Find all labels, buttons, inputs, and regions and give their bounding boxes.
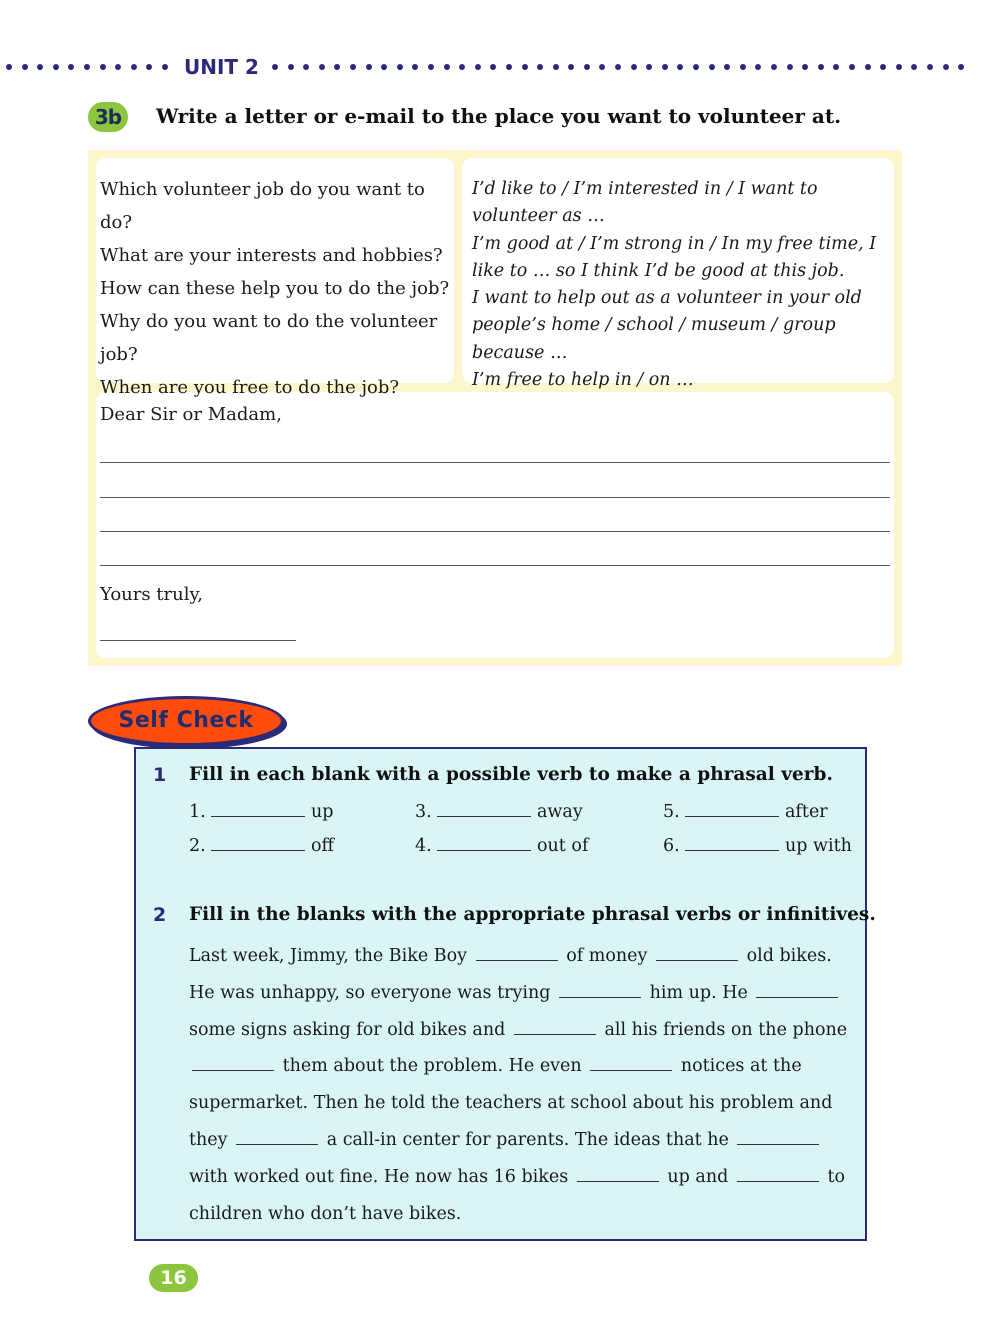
question-item: When are you free to do the job? — [100, 377, 400, 398]
answer-blank[interactable] — [685, 802, 779, 817]
item-particle: away — [537, 802, 583, 822]
writing-line[interactable] — [100, 565, 890, 566]
task-3b-badge: 3b — [88, 102, 128, 132]
answer-blank[interactable] — [437, 802, 531, 817]
cloze-blank[interactable] — [737, 1132, 819, 1145]
question-1-instruction: Fill in each blank with a possible verb to make a phrasal verb. — [189, 764, 833, 785]
answer-blank[interactable] — [211, 802, 305, 817]
example-phrase: I’d like to / I’m interested in / I want to volunteer as … — [472, 179, 818, 227]
writing-line[interactable] — [100, 497, 890, 498]
cloze-blank[interactable] — [656, 948, 738, 961]
passage-text: Last week, Jimmy, the Bike Boy — [189, 946, 468, 966]
passage-text: up and — [667, 1166, 729, 1187]
cloze-blank[interactable] — [236, 1132, 318, 1145]
phrasal-item — [663, 836, 852, 856]
item-number: 5. — [663, 802, 680, 822]
cloze-blank[interactable] — [559, 985, 641, 998]
phrasal-item — [415, 836, 588, 856]
letter-greeting: Dear Sir or Madam, — [100, 404, 282, 425]
example-phrase: I’m good at / I’m strong in / In my free time, I like to … so I think I’d be good at this job. — [472, 233, 877, 281]
example-phrase: I want to help out as a volunteer in your old people’s home / school / museum / group because … — [472, 288, 862, 363]
cloze-blank[interactable] — [577, 1169, 659, 1182]
item-particle: off — [311, 836, 334, 856]
unit-title: UNIT 2 — [184, 55, 259, 79]
phrasal-item — [415, 802, 583, 822]
letter-closing: Yours truly, — [100, 584, 203, 605]
cloze-blank[interactable] — [514, 1022, 596, 1035]
passage-text: notices at the supermarket. Then he told the teachers at school about his problem and they — [189, 1056, 833, 1150]
letter-panel — [96, 392, 894, 658]
phrasal-item — [663, 802, 828, 822]
header-dots-right — [272, 60, 964, 74]
page-number: 16 — [149, 1264, 198, 1292]
writing-line[interactable] — [100, 531, 890, 532]
question-item: What are your interests and hobbies? — [100, 245, 443, 266]
answer-blank[interactable] — [685, 836, 779, 851]
cloze-blank[interactable] — [590, 1058, 672, 1071]
task-3b-title: Write a letter or e-mail to the place you want to volunteer at. — [156, 104, 842, 128]
item-particle: out of — [537, 836, 589, 856]
item-number: 4. — [415, 836, 432, 856]
item-number: 6. — [663, 836, 680, 856]
item-number: 3. — [415, 802, 432, 822]
example-phrase: I’m free to help in / on … — [472, 370, 694, 391]
passage-text: old bikes. He was unhappy, so everyone was trying — [189, 946, 832, 1003]
cloze-passage — [189, 938, 851, 1232]
passage-text: some signs asking for old bikes and — [189, 1019, 506, 1040]
item-number: 1. — [189, 802, 206, 822]
passage-text: to children who don’t have bikes. — [189, 1166, 846, 1224]
question-item: Why do you want to do the volunteer job? — [100, 311, 438, 365]
example-phrases — [472, 176, 890, 394]
question-1-number: 1 — [153, 764, 167, 786]
item-particle: after — [785, 802, 828, 822]
question-2-number: 2 — [153, 904, 167, 926]
cloze-blank[interactable] — [192, 1058, 274, 1071]
answer-blank[interactable] — [437, 836, 531, 851]
passage-text: all his friends on the phone — [604, 1019, 848, 1040]
question-item: How can these help you to do the job? — [100, 278, 450, 299]
item-particle: up — [311, 802, 334, 822]
item-number: 2. — [189, 836, 206, 856]
passage-text: of money — [566, 946, 648, 966]
answer-blank[interactable] — [211, 836, 305, 851]
phrasal-item — [189, 836, 334, 856]
passage-text: them about the problem. He even — [282, 1056, 582, 1077]
question-2-instruction: Fill in the blanks with the appropriate phrasal verbs or infinitives. — [189, 904, 876, 925]
self-check-label: Self Check — [88, 696, 284, 746]
signature-line[interactable] — [100, 640, 296, 641]
question-item: Which volunteer job do you want to do? — [100, 179, 425, 233]
passage-text: with worked out fine. He now has 16 bikes — [189, 1166, 569, 1187]
writing-line[interactable] — [100, 462, 890, 463]
item-particle: up with — [785, 836, 852, 856]
passage-text: a call-in center for parents. The ideas that he — [326, 1129, 729, 1150]
cloze-blank[interactable] — [737, 1169, 819, 1182]
passage-text: him up. He — [649, 982, 748, 1003]
header-dots-left — [6, 60, 168, 74]
cloze-blank[interactable] — [756, 985, 838, 998]
question-list — [100, 173, 452, 404]
cloze-blank[interactable] — [476, 948, 558, 961]
phrasal-item — [189, 802, 333, 822]
